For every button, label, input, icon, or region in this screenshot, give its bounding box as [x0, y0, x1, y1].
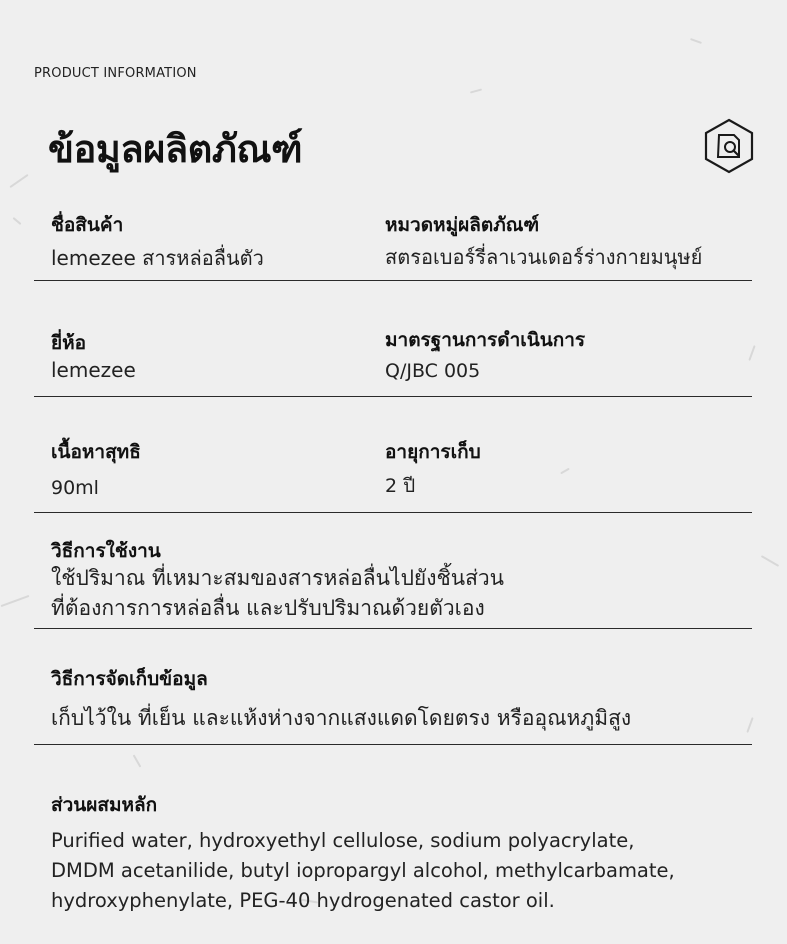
- usage-line-1: ใช้ปริมาณ ที่เหมาะสมของสารหล่อลื่นไปยังชิ้นส่วน: [51, 566, 505, 590]
- brand-label: ยี่ห้อ: [51, 332, 87, 354]
- section-eyebrow: PRODUCT INFORMATION: [34, 66, 197, 81]
- divider: [34, 628, 752, 629]
- product-name-value: lemezee สารหล่อลื่นตัว: [51, 246, 264, 270]
- ingredients-line-3: hydroxyphenylate, PEG-40 hydrogenated castor oil.: [51, 889, 555, 912]
- net-content-label: เนื้อหาสุทธิ: [51, 441, 141, 463]
- category-label: หมวดหมู่ผลิตภัณฑ์: [385, 214, 540, 236]
- shelf-life-label: อายุการเก็บ: [385, 441, 481, 463]
- standard-label: มาตรฐานการดำเนินการ: [385, 329, 586, 351]
- ingredients-line-2: DMDM acetanilide, butyl iopropargyl alcohol, methylcarbamate,: [51, 859, 675, 882]
- storage-text: เก็บไว้ใน ที่เย็น และแห้งห่างจากแสงแดดโดยตรง หรืออุณหภูมิสูง: [51, 706, 632, 730]
- usage-line-2: ที่ต้องการการหล่อลื่น และปรับปริมาณด้วยตัวเอง: [51, 596, 485, 620]
- shelf-life-value: 2 ปี: [385, 475, 416, 497]
- category-value: สตรอเบอร์รี่ลาเวนเดอร์ร่างกายมนุษย์: [385, 245, 703, 269]
- storage-label: วิธีการจัดเก็บข้อมูล: [51, 668, 208, 690]
- divider: [34, 396, 752, 397]
- divider: [34, 744, 752, 745]
- page-title: ข้อมูลผลิตภัณฑ์: [48, 127, 303, 171]
- brand-value: lemezee: [51, 358, 136, 382]
- search-document-icon: [703, 118, 755, 174]
- standard-value: Q/JBC 005: [385, 360, 481, 382]
- usage-label: วิธีการใช้งาน: [51, 540, 161, 562]
- divider: [34, 512, 752, 513]
- net-content-value: 90ml: [51, 477, 99, 499]
- ingredients-label: ส่วนผสมหลัก: [51, 794, 158, 816]
- divider: [34, 280, 752, 281]
- product-name-label: ชื่อสินค้า: [51, 214, 124, 236]
- ingredients-line-1: Purified water, hydroxyethyl cellulose, sodium polyacrylate,: [51, 829, 635, 852]
